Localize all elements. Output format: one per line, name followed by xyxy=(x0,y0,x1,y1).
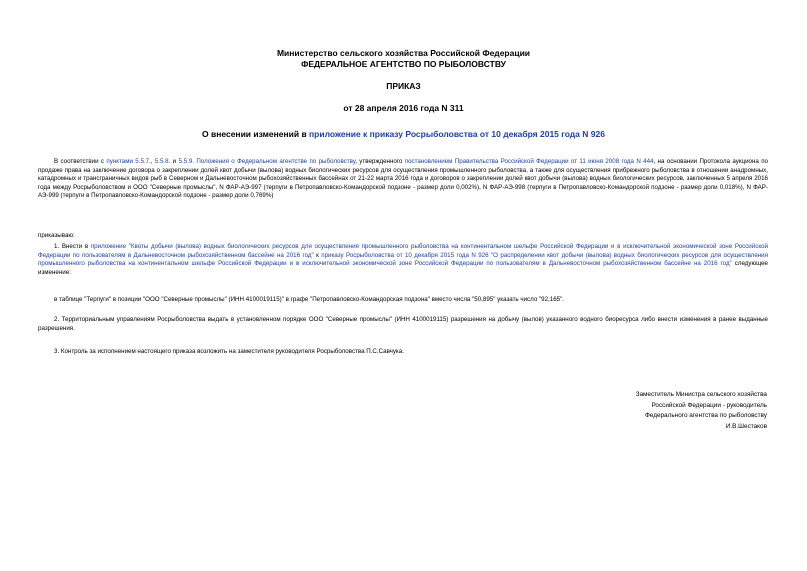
order-word: приказываю: xyxy=(38,232,75,239)
signature-line-2: Российской Федерации - руководитель xyxy=(651,401,767,409)
item-3: 3. Контроль за исполнением настоящего приказа возложить на заместителя руководителя Росрыболовства П.С.Савчука. xyxy=(54,348,404,355)
intro-text-4: , утвержденного xyxy=(355,158,405,165)
item1-text-3: следующее изменение: xyxy=(38,260,768,276)
intro-link-pp557[interactable]: пунктами 5.5.7. xyxy=(106,158,151,165)
intro-text-2: , xyxy=(150,158,155,165)
intro-text-1: В соответствии с xyxy=(54,158,107,165)
item1-link-prikaz[interactable]: приказу Росрыболовства от 10 декабря 2015 года N 926 "О распределении квот добычи (вылова) водных биологических ресурсов для осуществления промышленного рыболовства на континентальном шельфе Российской Федерации и в исключительной экономической зоне Российской Федерации по пользователям в Дальневосточном рыбохозяйственном бассейне на 2016 год" xyxy=(38,251,768,268)
item1-link-prilozhenie[interactable]: приложение "Квоты добычи (вылова) водных биологических ресурсов для осуществления промышленного рыболовства на континентальном шельфе Российской Федерации и в исключительной экономической зоне Российской Федерации по пользователям в Дальневосточном рыбохозяйственном бассейне на 2016 год" xyxy=(38,243,768,259)
intro-text-3: и xyxy=(170,158,179,165)
ministry-name: Министерство сельского хозяйства Российской Федерации xyxy=(276,48,531,58)
signatory-name: И.В.Шестаков xyxy=(725,422,767,430)
intro-link-polozhenie[interactable]: 5.5.9. Положения о Федеральном агентстве по рыболовству xyxy=(178,158,356,165)
signature-block xyxy=(636,390,767,432)
agency-name: ФЕДЕРАЛЬНОЕ АГЕНТСТВО ПО РЫБОЛОВСТВУ xyxy=(301,59,506,69)
item-1 xyxy=(38,243,768,277)
intro-link-pp558[interactable]: 5.5.8. xyxy=(154,158,171,165)
intro-paragraph xyxy=(38,158,768,201)
signature-line-1: Заместитель Министра сельского хозяйства xyxy=(635,391,767,398)
item-1-detail: в таблице "Терпуги" в позиции "ООО "Северные промыслы" (ИНН 4100019115)" в графе "Петропавловско-Командорская подзона" вместо числа "50,895" указать число "92,165". xyxy=(54,296,565,303)
intro-link-postanovlenie[interactable]: постановлением Правительства Российской Федерации от 11 июня 2008 года N 444 xyxy=(404,158,654,165)
item1-text-1: 1. Внести в xyxy=(54,243,91,250)
document-date: от 28 апреля 2016 года N 311 xyxy=(343,103,464,113)
title-prefix: О внесении изменений в xyxy=(202,129,310,139)
signature-line-3: Федерального агентства по рыболовству xyxy=(644,412,767,420)
document-type: ПРИКАЗ xyxy=(386,81,421,91)
document-title xyxy=(0,129,807,140)
item-2: 2. Территориальным управлениям Росрыболовства выдать в установленном порядке ООО "Северные промыслы" (ИНН 4100019115) разрешения на добычу (вылов) указанного водного биоресурса либо внести изменения в ранее выданные разрешения. xyxy=(38,316,768,332)
intro-text-5: , на основании Протокола аукциона по продаже права на заключение договора о закреплении долей квот добычи (вылова) водных биологических ресурсов для осуществления промышленного рыболовства, а также для осуществления прибрежного рыболовства в отношении анадромных, катадромных и трансграничных видов рыб в Северном и Дальневосточном рыбохозяйственных бассейнах от 21-22 марта 2016 года и договоров о закреплении долей квот добычи (вылова) водных биологических ресурсов, заключенных 5 апреля 2016 года между Росрыболовством и ООО "Северные промыслы", N ФАР-АЭ-997 (терпуги в Петропавловско-Командорской подзоне - размер доли 0,002%), N ФАР-АЭ-998 (терпуги в Петропавловско-Командорской подзоне - размер доли 0,018%), N ФАР-АЭ-999 (терпуги в Петропавловско-Командорской подзоне - размер доли 0,769%) xyxy=(38,158,768,200)
title-link[interactable]: приложение к приказу Росрыболовства от 10 декабря 2015 года N 926 xyxy=(309,129,605,139)
item1-text-2: к xyxy=(313,251,322,259)
